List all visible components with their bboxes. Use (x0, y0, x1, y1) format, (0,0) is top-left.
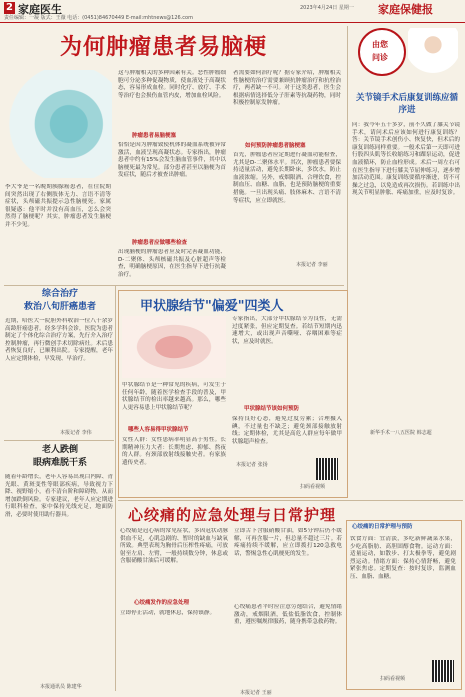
sidebar-badge-line2: 问诊 (372, 53, 388, 62)
main-article-title: 为何肿瘤患者易脑梗 (60, 34, 268, 60)
main-sub3: 如何预防肿瘤患者脑梗塞 (245, 143, 306, 149)
main-col3-body: 首先，肿瘤患者应定期进行凝血功能检查，尤其是D-二聚体水平。其次，肿瘤患者要保持适量活动，避免长期卧床，多饮水，防止血液浓缩。另外，戒烟限酒、合理饮食，控制血压、血糖、血脂，也是预防脑梗的重要措施。一旦出现头痛、肢体麻木、言语不清等症状，应立即就医。 (233, 152, 341, 204)
heart-col1b: 立即停止活动，就地休息，保持镇静。 (120, 610, 216, 616)
heart-sub1: 心绞痛发作的应急处理 (134, 600, 190, 606)
left-article-author: 本报记者 李伟 (60, 430, 92, 436)
brand-name: 家庭保健报 (378, 3, 433, 16)
tumor-illustration (4, 70, 112, 178)
header-sub-line: 责任编辑：一凝 版式：王薇 电话：(0451)84670449 E-mail:mhtnews@126.com (4, 15, 193, 21)
doctor-illustration (408, 28, 458, 84)
heart-author: 本报记者 王丽 (240, 690, 272, 696)
main-col3-top: 者需要如何治疗呢？据专家介绍，肿瘤相关性脑梗的治疗需要兼顾抗肿瘤治疗和抗栓治疗，两者缺一不可。对于这类患者，医生会根据病情选择低分子肝素等抗凝药物，同时积极控制原发肿瘤。 (233, 70, 341, 107)
sidebar-body: 问：我今年五十多岁，前不久做了膝关节镜手术，请问术后应该如何进行康复训练？答：关节镜手术创伤小、恢复快，但术后的康复训练同样重要。一般术后第一天即可进行股四头肌等长收缩练习和踝泵运动，促进血液循环，防止血栓形成。术后一周左右可在医生指导下进行膝关节屈伸练习，逐步增加活动范围。康复训练要循序渐进，切不可操之过急，以免造成再次损伤。若训练中出现关节明显肿胀、疼痛加重，应及时复诊。 (352, 122, 460, 197)
sidebar-badge-line1: 由您 (372, 40, 388, 49)
heart-col3: 心绞痛患者平时应注意劳逸结合，避免情绪激动，戒烟限酒，低盐低脂饮食，控制体重，遵医嘱规律服药，随身携带急救药物。 (234, 604, 342, 626)
left-article2-title: 老人跌倒 眼病难脱干系 (32, 445, 87, 468)
heart-qr-code[interactable] (432, 660, 454, 682)
heart-side-title: 心绞痛的日常护理与预防 (352, 524, 413, 530)
thyroid-illustration (122, 316, 226, 378)
main-col2-mid: 恰恰是因为肿瘤致使机体的凝血系统被异常激活，血液呈现高凝状态。专家指出，肿瘤患者中约有15%会发生脑血管事件，其中以脑梗死最为常见。部分患者甚至以脑梗为首发症状，随后才被查出肿瘤。 (118, 142, 226, 179)
main-sub2: 肿瘤患者应做哪些检查 (132, 240, 188, 246)
main-col2-top: 这与肿瘤相关的多种因素有关。恶性肿瘤细胞可分泌多种促凝物质，使血液处于高凝状态，容易形成血栓。同时化疗、放疗、手术等治疗也会损伤血管内皮，增加血栓风险。 (118, 70, 226, 99)
thyroid-col2: 专家指出，大部分甲状腺结节为良性，无需过度紧张，但应定期复查。若结节短期内迅速增大，或出现声音嘶哑、吞咽困难等症状，应及时就医。 (232, 316, 342, 345)
page-number: 2 (4, 2, 15, 14)
sidebar-title: 关节镜手术后康复训练应循序进 (355, 93, 458, 115)
thyroid-sub1: 哪些人容易得甲状腺结节 (128, 427, 189, 433)
header-bar (0, 0, 465, 20)
left-article-body: 近期，哈医大一院胆外科收治一位八十余岁高龄肝癌患者。经多学科会诊，医院为患者制定了个体化综合治疗方案，先行介入治疗控制肿瘤，再行微创手术切除病灶。术后患者恢复良好，已顺利出院。专家提醒，老年人应定期体检，早发现、早治疗。 (5, 318, 113, 362)
thyroid-author: 本报记者 张扬 (236, 462, 268, 468)
header-date: 2023年4月24日 星期一 (300, 5, 354, 11)
heart-col2: 立即舌下含服硝酸甘油，如5分钟后仍不缓解，可再含服一片，但总量不超过三片。若疼痛持续不缓解，应立即拨打120急救电话，警惕急性心肌梗死的发生。 (234, 528, 342, 557)
left-article2-author: 本报通讯员 陈建华 (40, 684, 82, 690)
thyroid-qr-label: 扫码看视频 (300, 484, 326, 490)
heart-side-body: 饮食方面：宜清淡，多吃新鲜蔬菜水果，少吃高脂肪、高胆固醇食物。运动方面：适量运动，如散步、打太极拳等，避免剧烈运动。情绪方面：保持心情舒畅，避免紧张焦虑。定期复查：按时复诊，监测血压、血脂、血糖。 (350, 536, 456, 580)
section-name: 家庭医生 (18, 3, 62, 16)
thyroid-sub2: 甲状腺结节该如何预防 (244, 406, 300, 412)
thyroid-intro: 甲状腺结节是一种常见的疾病，可发生于任何年龄，随着医学检查手段的普及，甲状腺结节的检出率越来越高。那么，哪些人更容易患上甲状腺结节呢？ (122, 382, 226, 411)
main-author: 本报记者 李丽 (296, 262, 328, 268)
main-lead: 李大爷是一名晚期胰腺癌患者，在住院期间突然出现了右侧肢体无力、言语不清等症状，头颅磁共振提示急性脑梗死。家属很疑惑：他平时并没有高血压，怎么会突然得了脑梗呢？其实，肿瘤患者发生脑梗并不少见。 (5, 184, 111, 228)
left-article-title: 综合治疗 救治八旬肝癌患者 (23, 289, 96, 312)
thyroid-col3: 保持良好心态，避免过度劳累；合理摄入碘，不过量也不缺乏；避免颈部接触放射线；定期体检，尤其是高危人群应每年做甲状腺超声检查。 (232, 416, 342, 445)
sidebar-badge (358, 28, 406, 76)
thyroid-title: 甲状腺结节"偏爱"四类人 (140, 299, 284, 314)
thyroid-col1: 女性人群：女性患病率明显高于男性。长期精神压力大者：长期焦虑、抑郁、熬夜的人群。有颈部放射线接触史者。有家族遗传史者。 (122, 437, 226, 466)
heart-col1: 心绞痛是冠心病的常见症状，多因冠状动脉供血不足，心肌急剧的、暂时的缺血与缺氧所致。典型表现为胸骨后压榨性疼痛，可放射至左肩、左臂，一般持续数分钟，休息或含服硝酸甘油后可缓解。 (120, 528, 228, 565)
main-col2-bot: 出现脑梗的肿瘤患者应及时完善凝血功能、D-二聚体、头颅核磁共振及心脏超声等检查，明确脑梗原因，在医生指导下进行抗凝治疗。 (118, 249, 226, 278)
heart-qr-label: 扫码看视频 (380, 676, 406, 682)
heart-title: 心绞痛的应急处理与日常护理 (128, 506, 337, 524)
sidebar-author: 新华手术一八五医院 韩志超 (370, 430, 432, 436)
left-article2-body: 随着年龄增长，老年人容易出现白内障、青光眼、黄斑变性等眼部疾病，导致视力下降、视野缩小，看不清台阶和障碍物，从而增加跌倒风险。专家建议，老年人应定期进行眼科检查，家中保持光线充足，地面防滑，必要时使用助行器具。 (5, 474, 113, 518)
thyroid-qr-code[interactable] (316, 458, 338, 480)
main-sub1: 肿瘤患者易脑梗塞 (132, 133, 177, 139)
